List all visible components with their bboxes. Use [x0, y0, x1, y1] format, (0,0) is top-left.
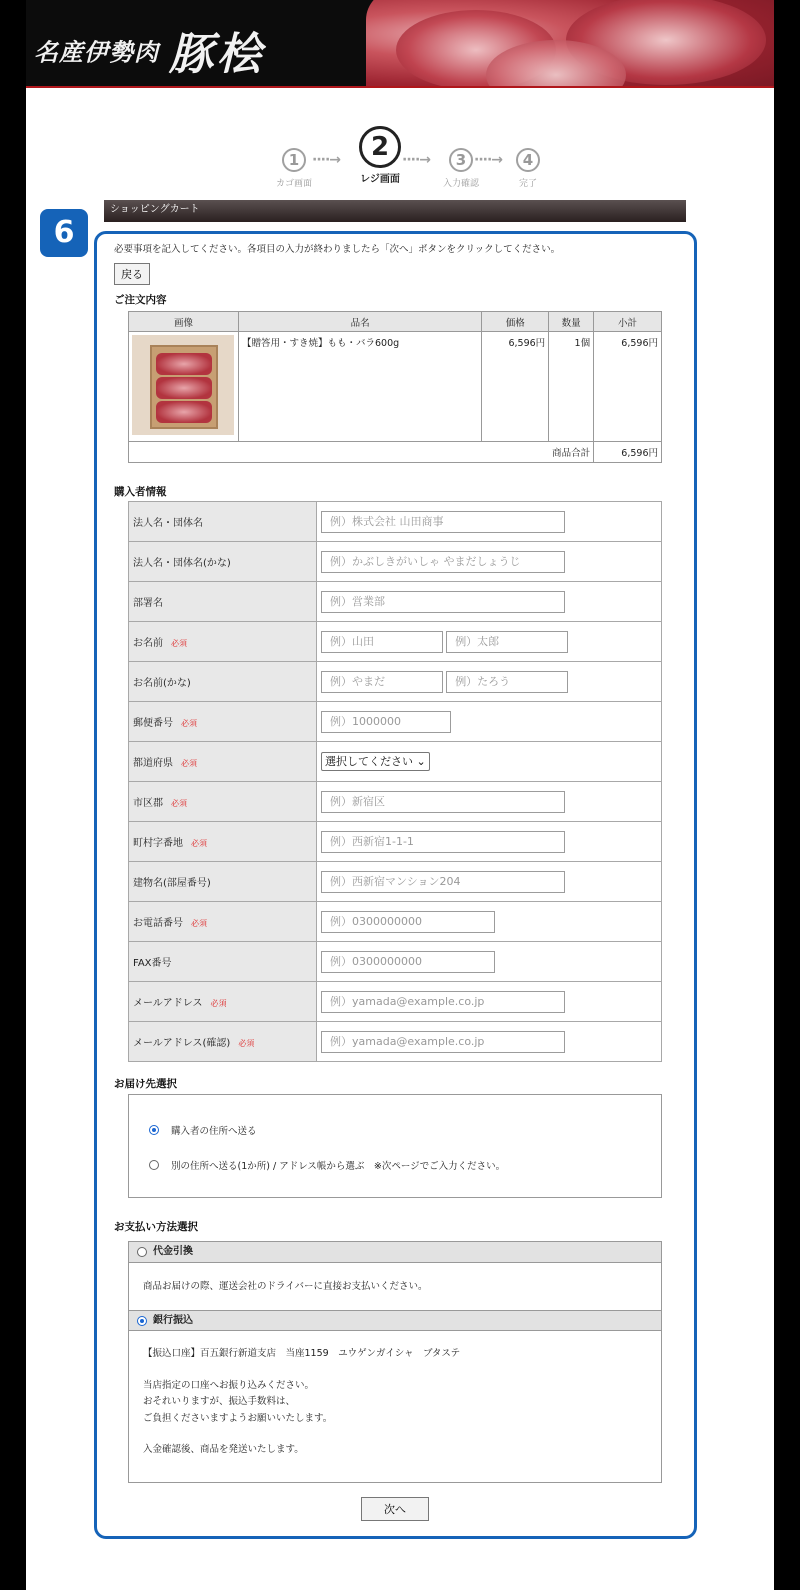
step-cart	[270, 148, 318, 189]
table-row	[129, 332, 662, 442]
step-complete	[508, 148, 548, 189]
company-input[interactable]: 例）株式会社 山田商事	[321, 511, 565, 533]
form-row-email-confirm	[129, 1022, 662, 1062]
email-confirm-input[interactable]: 例）yamada@example.co.jp	[321, 1031, 565, 1053]
option-label: 別の住所へ送る(1か所) / アドレス帳から選ぶ ※次ページでご入力ください。	[171, 1161, 506, 1172]
step-number: 2	[359, 126, 401, 168]
payment-option-cod[interactable]	[129, 1242, 661, 1263]
prefecture-select[interactable]	[321, 752, 430, 771]
order-header-row	[129, 312, 662, 332]
form-row-phone	[129, 902, 662, 942]
radio-selected[interactable]	[137, 1316, 147, 1326]
product-qty: 1個	[549, 332, 594, 442]
field-label: お電話番号	[133, 918, 183, 929]
field-label-cell	[129, 902, 317, 942]
chevron-down-icon: ⌄	[416, 755, 426, 768]
required-mark: 必須	[171, 639, 187, 648]
field-label: FAX番号	[129, 942, 317, 982]
field-label-cell	[129, 822, 317, 862]
first-name-input[interactable]: 例）太郎	[446, 631, 568, 653]
step-label: カゴ画面	[275, 179, 312, 189]
required-mark: 必須	[238, 1039, 255, 1048]
field-label: 郵便番号	[133, 718, 173, 729]
page	[26, 0, 774, 1590]
shipping-option-other[interactable]	[149, 1158, 505, 1172]
payment-option-bank[interactable]	[129, 1310, 661, 1331]
field-label: 法人名・団体名	[129, 502, 317, 542]
payment-options	[128, 1241, 662, 1483]
option-label: 代金引換	[153, 1246, 193, 1257]
bank-account: 【振込口座】百五銀行新道支店 当座1159 ユウゲンガイシャ ブタステ	[143, 1348, 461, 1359]
shipping-options	[128, 1094, 662, 1198]
radio-unselected[interactable]	[149, 1160, 159, 1170]
last-name-input[interactable]: 例）山田	[321, 631, 443, 653]
shopping-cart-bar: ショッピングカート	[104, 200, 686, 222]
last-name-kana-input[interactable]: 例）やまだ	[321, 671, 443, 693]
field-label: 部署名	[129, 582, 317, 622]
field-label: 都道府県	[133, 758, 173, 769]
order-section-title: ご注文内容	[114, 294, 167, 306]
product-image-cell	[129, 332, 239, 442]
bank-note: 入金確認後、商品を発送いたします。	[143, 1444, 304, 1455]
zip-input[interactable]: 例）1000000	[321, 711, 451, 733]
step-arrow-icon: ····→	[312, 152, 341, 168]
step-arrow-icon: ····→	[402, 152, 431, 168]
site-logo[interactable]	[34, 18, 265, 82]
cod-description: 商品お届けの際、運送会社のドライバーに直接お支払いください。	[143, 1281, 428, 1292]
step-number: 1	[282, 148, 306, 172]
bank-note: おそれいりますが、振込手数料は、	[143, 1396, 296, 1407]
form-row-name	[129, 622, 662, 662]
bank-description-area	[129, 1331, 661, 1459]
field-label-cell	[129, 702, 317, 742]
field-label-cell	[129, 742, 317, 782]
shipping-section-title: お届け先選択	[114, 1078, 177, 1090]
field-label: お名前(かな)	[129, 662, 317, 702]
cod-description-area	[129, 1263, 661, 1310]
site-header	[26, 0, 774, 88]
product-image[interactable]	[132, 335, 234, 435]
header-meat-image	[366, 0, 774, 88]
step-label: レジ画面	[360, 174, 400, 185]
order-table	[128, 311, 662, 463]
field-label-cell	[129, 622, 317, 662]
field-label: お名前	[133, 638, 163, 649]
city-input[interactable]: 例）新宿区	[321, 791, 565, 813]
required-mark: 必須	[191, 919, 207, 928]
step-arrow-icon: ····→	[474, 152, 503, 168]
col-price: 価格	[482, 312, 549, 332]
option-label: 購入者の住所へ送る	[171, 1126, 257, 1137]
form-row-building	[129, 862, 662, 902]
building-input[interactable]: 例）西新宿マンション204	[321, 871, 565, 893]
required-mark: 必須	[181, 719, 197, 728]
company-kana-input[interactable]: 例）かぶしきがいしゃ やまだしょうじ	[321, 551, 565, 573]
buyer-section-title: 購入者情報	[114, 486, 167, 498]
radio-selected[interactable]	[149, 1125, 159, 1135]
step-register	[350, 126, 410, 185]
radio-unselected[interactable]	[137, 1247, 147, 1257]
step-label: 入力確認	[442, 179, 479, 189]
step-badge: 6	[40, 209, 88, 257]
form-row-town	[129, 822, 662, 862]
option-label: 銀行振込	[153, 1315, 193, 1326]
field-label: 町村字番地	[133, 838, 183, 849]
product-subtotal: 6,596円	[594, 332, 662, 442]
form-row-name-kana	[129, 662, 662, 702]
bank-note: ご負担くださいますようお願いいたします。	[143, 1412, 333, 1424]
logo-subtitle: 名産伊勢肉	[34, 37, 159, 67]
department-input[interactable]: 例）営業部	[321, 591, 565, 613]
col-image: 画像	[129, 312, 239, 332]
col-name: 品名	[238, 312, 481, 332]
shipping-option-buyer[interactable]	[149, 1123, 257, 1137]
field-label: 法人名・団体名(かな)	[129, 542, 317, 582]
buyer-form	[128, 501, 662, 1062]
form-row-email	[129, 982, 662, 1022]
phone-input[interactable]: 例）0300000000	[321, 911, 495, 933]
product-name[interactable]: 【贈答用・すき焼】もも・バラ600g	[238, 332, 481, 442]
intro-text: 必要事項を記入してください。各項目の入力が終わりましたら「次へ」ボタンをクリックしてください。	[114, 244, 561, 255]
field-label-cell	[129, 1022, 317, 1062]
step-label: 完了	[518, 179, 537, 189]
required-mark: 必須	[210, 999, 227, 1008]
checkout-steps	[270, 126, 550, 188]
total-value: 6,596円	[594, 442, 662, 463]
field-label: メールアドレス	[133, 998, 203, 1009]
field-label: 建物名(部屋番号)	[129, 862, 317, 902]
step-number: 4	[516, 148, 540, 172]
form-row-zip	[129, 702, 662, 742]
form-row-city	[129, 782, 662, 822]
next-button[interactable]: 次へ	[361, 1497, 429, 1521]
back-button[interactable]: 戻る	[114, 263, 150, 285]
required-mark: 必須	[191, 839, 207, 848]
payment-section-title: お支払い方法選択	[114, 1221, 198, 1233]
total-label: 商品合計	[129, 442, 594, 463]
form-row-department	[129, 582, 662, 622]
form-row-company-kana	[129, 542, 662, 582]
field-label: 市区郡	[133, 798, 163, 809]
email-input[interactable]: 例）yamada@example.co.jp	[321, 991, 565, 1013]
logo-title: 豚桧	[169, 29, 265, 80]
col-subtotal: 小計	[594, 312, 662, 332]
field-label: メールアドレス(確認)	[133, 1038, 231, 1049]
first-name-kana-input[interactable]: 例）たろう	[446, 671, 568, 693]
total-row	[129, 442, 662, 463]
prefecture-selected: 選択してください	[325, 755, 413, 768]
form-row-fax	[129, 942, 662, 982]
field-label-cell	[129, 982, 317, 1022]
fax-input[interactable]: 例）0300000000	[321, 951, 495, 973]
required-mark: 必須	[171, 799, 187, 808]
town-input[interactable]: 例）西新宿1-1-1	[321, 831, 565, 853]
form-row-prefecture	[129, 742, 662, 782]
col-qty: 数量	[549, 312, 594, 332]
required-mark: 必須	[181, 759, 197, 768]
form-row-company	[129, 502, 662, 542]
field-label-cell	[129, 782, 317, 822]
bank-note: 当店指定の口座へお振り込みください。	[143, 1379, 315, 1391]
product-price: 6,596円	[482, 332, 549, 442]
step-number: 3	[449, 148, 473, 172]
